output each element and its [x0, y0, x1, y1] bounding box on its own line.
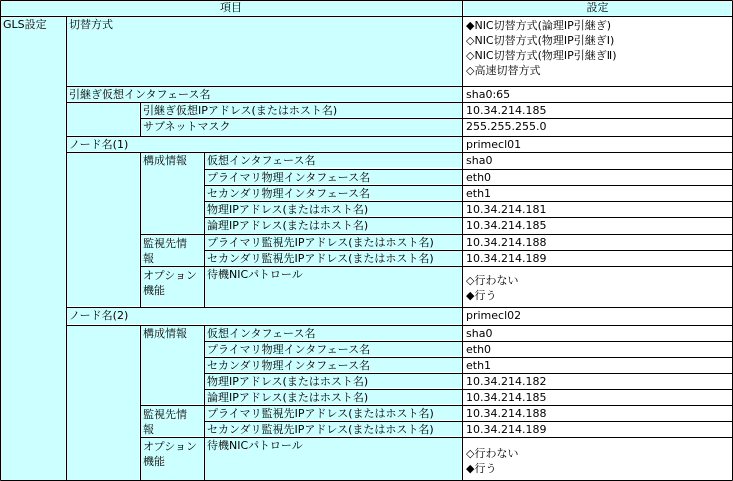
node2-monitor-label: [141, 406, 203, 436]
subnet-mask-value: 255.255.255.0: [464, 119, 731, 135]
switch-method-label: 切替方式: [67, 17, 461, 85]
node1-secondary-if-value: eth1: [464, 186, 731, 200]
node1-primary-monitor-value: 10.34.214.188: [464, 235, 731, 249]
node2-phys-ip-value: 10.34.214.182: [464, 374, 731, 388]
node2-patrol-on: ◆行う: [466, 462, 497, 475]
takeover-if-value: sha0:65: [464, 87, 731, 101]
node1-phys-ip-value: 10.34.214.181: [464, 202, 731, 216]
node2-primary-monitor-label: プライマリ監視先IPアドレス(またはホスト名): [205, 406, 461, 420]
node1-option-label: [141, 267, 203, 306]
node1-virtual-if-value: sha0: [464, 153, 731, 167]
node2-config-label: 構成情報: [141, 326, 203, 404]
takeover-indent: [67, 103, 139, 135]
node2-primary-monitor-value: 10.34.214.188: [464, 406, 731, 420]
node2-secondary-if-value: eth1: [464, 358, 731, 372]
node1-logical-ip-label: 論理IPアドレス(またはホスト名): [205, 218, 461, 233]
subnet-mask-label: サブネットマスク: [141, 119, 461, 135]
node2-logical-ip-label: 論理IPアドレス(またはホスト名): [205, 390, 461, 404]
node1-virtual-if-label: 仮想インタフェース名: [205, 153, 461, 167]
switch-option-1: ◆NIC切替方式(論理IP引継ぎ): [466, 19, 612, 32]
node2-indent: [67, 326, 139, 480]
section-label-gls: GLS設定: [1, 17, 65, 480]
node2-option-line1: オプション: [143, 440, 198, 453]
node2-primary-if-value: eth0: [464, 342, 731, 356]
node1-config-label: 構成情報: [141, 153, 203, 233]
node1-patrol-off: ◇行わない: [466, 274, 519, 287]
takeover-ip-label: 引継ぎ仮想IPアドレス(またはホスト名): [141, 103, 461, 117]
switch-option-2: ◇NIC切替方式(物理IP引継ぎⅠ): [466, 34, 615, 47]
node2-primary-if-label: プライマリ物理インタフェース名: [205, 342, 461, 356]
node2-phys-ip-label: 物理IPアドレス(またはホスト名): [205, 374, 461, 388]
node2-virtual-if-value: sha0: [464, 326, 731, 340]
node1-secondary-monitor-label: セカンダリ監視先IPアドレス(またはホスト名): [205, 251, 461, 265]
node1-option-line2: 機能: [143, 284, 165, 297]
node1-secondary-monitor-value: 10.34.214.189: [464, 251, 731, 265]
node2-option-line2: 機能: [143, 455, 165, 468]
node1-standby-patrol-label: 待機NICパトロール: [205, 267, 461, 306]
node1-option-line1: オプション: [143, 269, 198, 282]
node1-name: primecl01: [464, 137, 731, 151]
node2-logical-ip-value: 10.34.214.185: [464, 390, 731, 404]
node1-primary-if-value: eth0: [464, 170, 731, 184]
node2-virtual-if-label: 仮想インタフェース名: [205, 326, 461, 340]
node2-patrol-off: ◇行わない: [466, 447, 519, 460]
node1-phys-ip-label: 物理IPアドレス(またはホスト名): [205, 202, 461, 216]
node1-monitor-line2: 報: [143, 252, 154, 265]
node1-secondary-if-label: セカンダリ物理インタフェース名: [205, 186, 461, 200]
node2-standby-patrol-label: 待機NICパトロール: [205, 438, 461, 480]
node2-label: ノード名(2): [67, 308, 461, 324]
takeover-if-label: 引継ぎ仮想インタフェース名: [67, 87, 461, 101]
node1-monitor-label: [141, 235, 203, 265]
node2-secondary-monitor-label: セカンダリ監視先IPアドレス(またはホスト名): [205, 422, 461, 436]
node1-label: ノード名(1): [67, 137, 461, 151]
node2-monitor-line2: 報: [143, 423, 154, 436]
node1-logical-ip-value: 10.34.214.185: [464, 218, 731, 233]
switch-method-options: [464, 17, 731, 85]
header-item: 項目: [1, 1, 461, 15]
header-setting: 設定: [464, 1, 731, 15]
node1-monitor-line1: 監視先情: [143, 237, 187, 250]
node2-option-label: [141, 438, 203, 480]
node1-primary-monitor-label: プライマリ監視先IPアドレス(またはホスト名): [205, 235, 461, 249]
node1-primary-if-label: プライマリ物理インタフェース名: [205, 170, 461, 184]
node2-monitor-line1: 監視先情: [143, 408, 187, 421]
node2-name: primecl02: [464, 308, 731, 324]
node2-secondary-monitor-value: 10.34.214.189: [464, 422, 731, 436]
node2-secondary-if-label: セカンダリ物理インタフェース名: [205, 358, 461, 372]
node1-indent: [67, 153, 139, 306]
takeover-ip-value: 10.34.214.185: [464, 103, 731, 117]
node1-patrol-on: ◆行う: [466, 289, 497, 302]
switch-option-3: ◇NIC切替方式(物理IP引継ぎⅡ): [466, 49, 617, 62]
switch-option-4: ◇高速切替方式: [466, 64, 541, 77]
node2-standby-patrol-value: [464, 438, 731, 480]
node1-standby-patrol-value: [464, 267, 731, 306]
